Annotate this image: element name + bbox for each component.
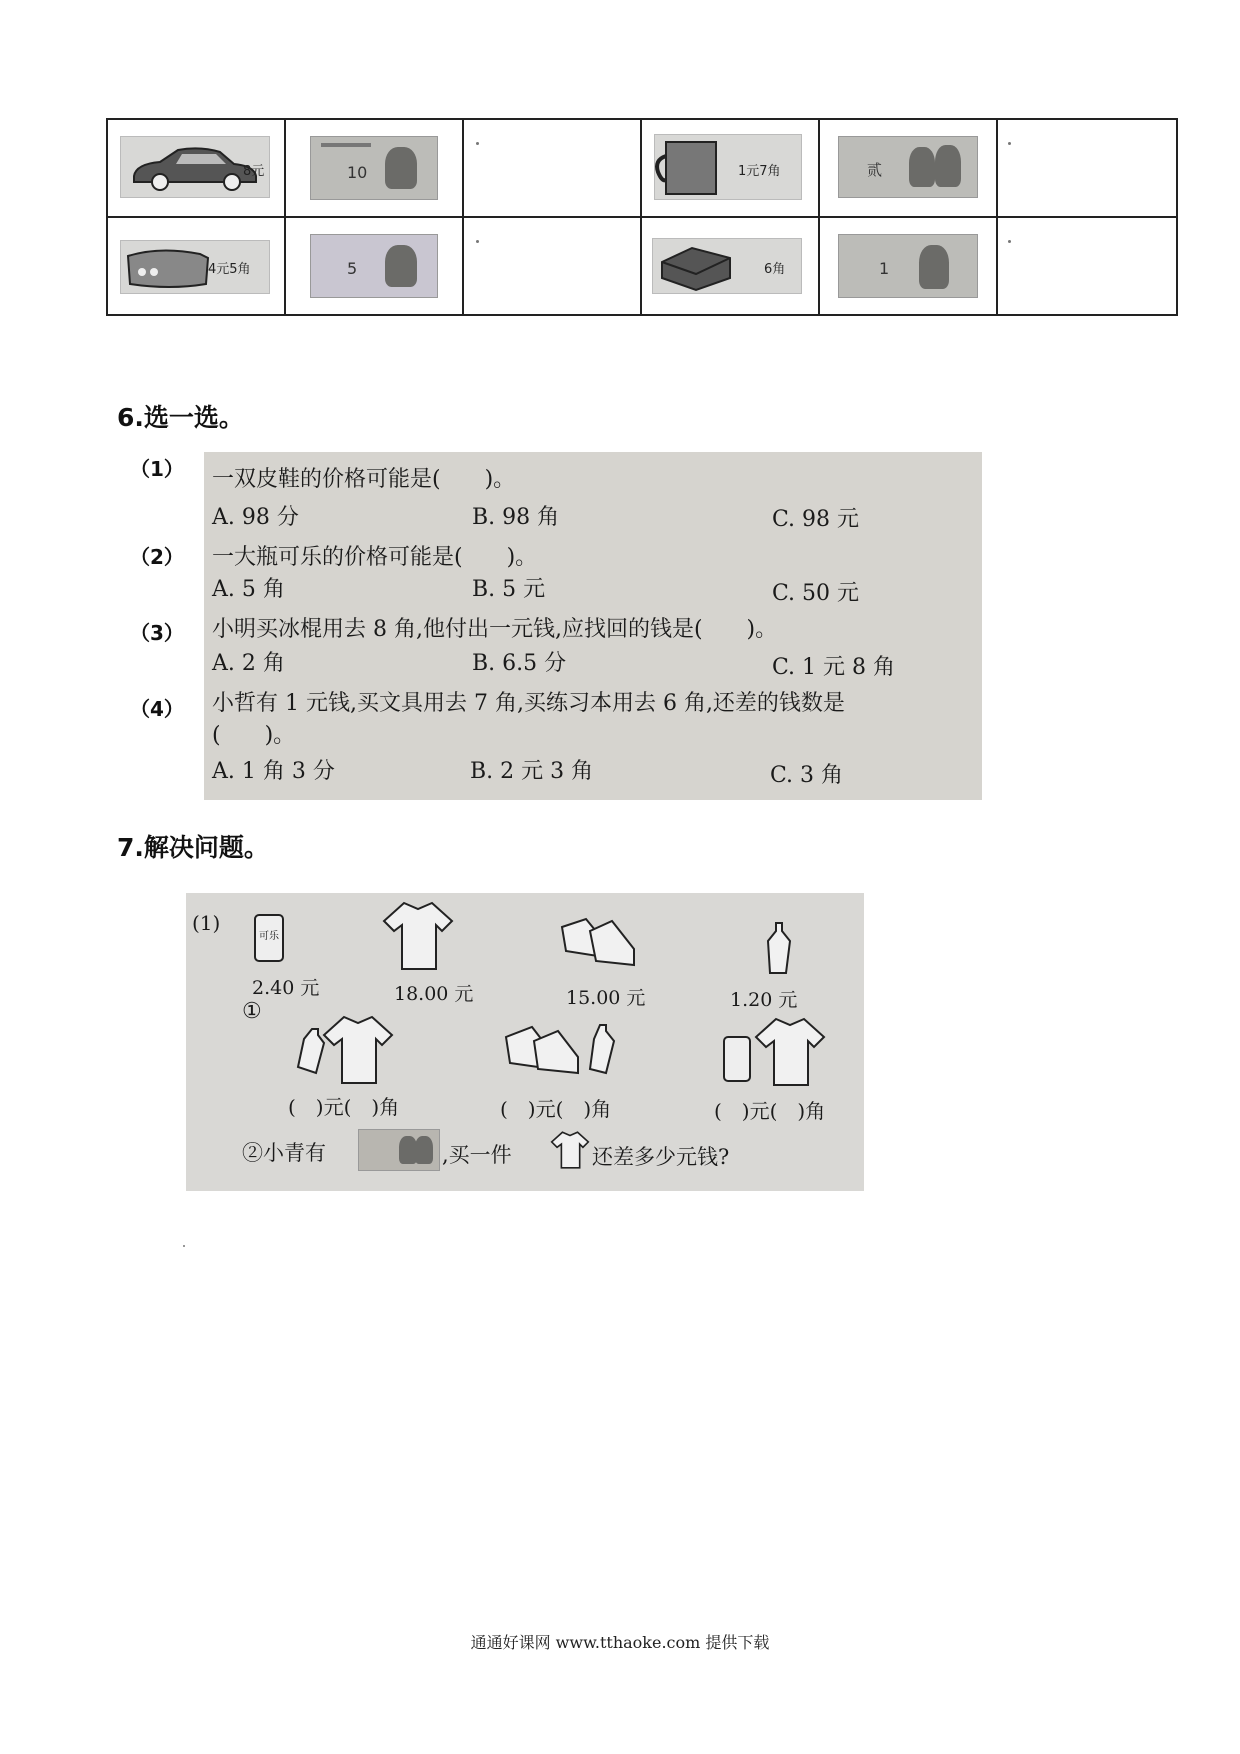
table-cell-answer[interactable] [998,218,1176,316]
cola-can-icon: 可乐 [252,911,286,965]
question-stem: 一双皮鞋的价格可能是( )。 [212,467,516,492]
table-cell [820,218,998,316]
table-cell [108,218,286,316]
price-label: 1元7角 [738,164,781,179]
option-a[interactable]: A. 2 角 [212,651,285,676]
table-cell [642,218,820,316]
multiple-choice-panel [204,452,982,800]
sub-question-2-mid: ,买一件 [442,1143,512,1167]
shirt-icon [550,1129,590,1171]
price-label: 1.20 元 [730,989,798,1011]
option-c[interactable]: C. 98 元 [772,507,860,532]
price-label: 8元 [243,164,265,179]
price-label: 18.00 元 [394,983,474,1005]
question-label: （2） [130,545,184,569]
page-footer: 通通好课网 www.tthaoke.com 提供下载 [470,1633,770,1652]
banknote-icon [358,1129,440,1171]
table-cell-answer[interactable] [464,120,642,218]
option-b[interactable]: B. 98 角 [472,505,560,530]
question-label: （1） [130,457,184,481]
shirt-icon [382,897,454,975]
question-stem-cont: ( )。 [212,723,296,748]
sub-question-2-prefix: ②小青有 [242,1141,326,1165]
answer-blank[interactable]: ( )元( )角 [288,1095,400,1119]
bottle-shirt-pair [292,1011,402,1087]
table-cell-answer[interactable] [464,218,642,316]
option-c[interactable]: C. 50 元 [772,581,860,606]
question-label: （4） [130,697,184,721]
price-label: 2.40 元 [252,977,320,999]
answer-blank[interactable]: ( )元( )角 [714,1099,826,1123]
table-cell [286,120,464,218]
problem-label: (1) [192,911,221,935]
table-cell [642,120,820,218]
banknote-5-yuan: 5 [310,234,438,298]
shoes-icon [556,907,640,977]
price-label: 4元5角 [208,262,251,277]
sub-question-1: ① [242,999,262,1024]
price-table [106,118,1178,316]
price-label: 6角 [764,262,786,277]
banknote-10-yuan: 10 [310,136,438,200]
shoes-bottle-pair [502,1013,622,1089]
section-7-title: 7.解决问题。 [117,833,269,862]
option-b[interactable]: B. 2 元 3 角 [470,759,594,784]
problem-panel [186,893,864,1191]
option-a[interactable]: A. 5 角 [212,577,285,602]
option-a[interactable]: A. 98 分 [212,505,299,530]
option-c[interactable]: C. 3 角 [770,763,844,788]
bottle-icon [762,919,796,977]
table-cell [108,120,286,218]
question-stem: 一大瓶可乐的价格可能是( )。 [212,545,538,570]
question-stem: 小哲有 1 元钱,买文具用去 7 角,买练习本用去 6 角,还差的钱数是 [212,691,845,716]
option-a[interactable]: A. 1 角 3 分 [212,759,335,784]
sub-question-2-suffix: 还差多少元钱? [592,1145,730,1169]
question-stem: 小明买冰棍用去 8 角,他付出一元钱,应找回的钱是( )。 [212,617,778,642]
stray-mark [183,1245,185,1247]
answer-blank[interactable]: ( )元( )角 [500,1097,612,1121]
option-b[interactable]: B. 6.5 分 [472,651,567,676]
section-6-title: 6.选一选。 [117,403,244,432]
option-b[interactable]: B. 5 元 [472,577,546,602]
banknote-1-yuan: 1 [838,234,978,298]
table-cell [286,218,464,316]
cola-shirt-pair [720,1011,840,1091]
question-label: （3） [130,621,184,645]
table-cell-answer[interactable] [998,120,1176,218]
price-label: 15.00 元 [566,987,646,1009]
table-cell [820,120,998,218]
banknote-2-yuan: 贰 [838,136,978,198]
option-c[interactable]: C. 1 元 8 角 [772,655,896,680]
